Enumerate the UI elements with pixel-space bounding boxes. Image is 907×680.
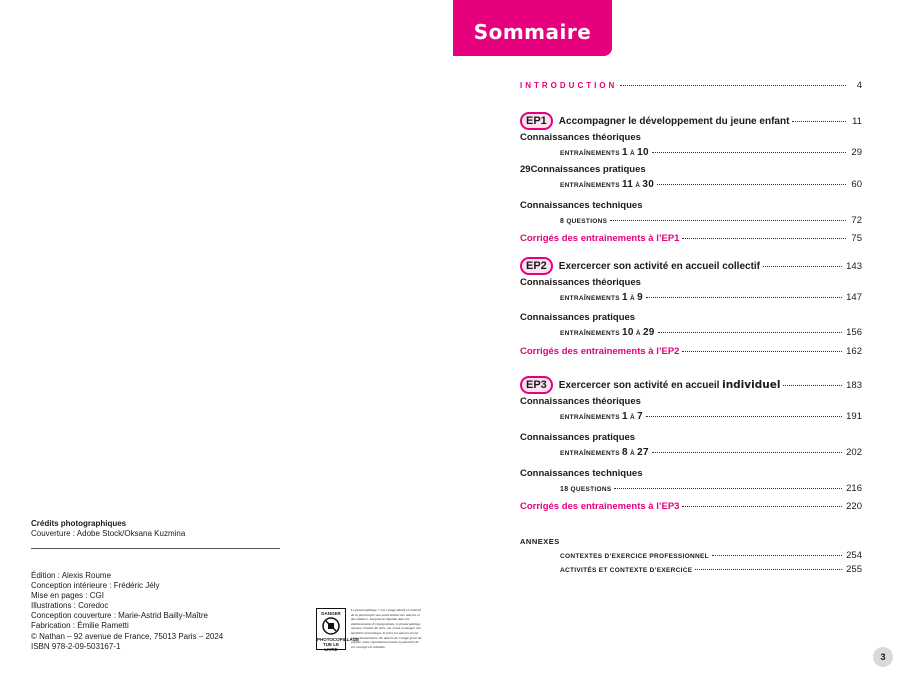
sommaire-tab bbox=[453, 0, 612, 56]
toc-ep1-corriges[interactable]: Corrigés des entraînements à l’EP1 75 bbox=[520, 233, 862, 244]
photocopy-warning-icon bbox=[320, 616, 342, 636]
toc-intro[interactable]: INTRODUCTION 4 bbox=[520, 80, 862, 91]
toc-ep1-tech-q[interactable]: 8 QUESTIONS 72 bbox=[560, 215, 862, 226]
ep1-badge: EP1 bbox=[520, 112, 553, 130]
toc-annexe-1[interactable]: CONTEXTES D’EXERCICE PROFESSIONNEL 254 bbox=[560, 550, 862, 561]
credits-block: Crédits photographiques Couverture : Adobe Stock/Oksana Kuzmina bbox=[31, 519, 186, 538]
toc-ep2-prat-ent[interactable]: ENTRAÎNEMENTS 10 À 29 156 bbox=[560, 327, 862, 338]
toc-ep2-corriges[interactable]: Corrigés des entraînements à l’EP2 162 bbox=[520, 346, 862, 357]
toc-ep1-prat: 29Connaissances pratiques bbox=[520, 164, 646, 175]
toc-ep2-theo-ent[interactable]: ENTRAÎNEMENTS 1 À 9 147 bbox=[560, 292, 862, 303]
toc-ep1-prat-ent[interactable]: ENTRAÎNEMENTS 11 À 30 60 bbox=[560, 179, 862, 190]
page-number: 3 bbox=[873, 647, 893, 667]
toc-ep3-tech: Connaissances techniques bbox=[520, 468, 643, 479]
toc-ep2-theo: Connaissances théoriques bbox=[520, 277, 641, 288]
photocopillage-logo: DANGER PHOTOCOPILLAGE TUE LE LIVRE bbox=[316, 608, 346, 650]
toc-ep1[interactable]: EP1 Accompagner le développement du jeune enfant 11 bbox=[520, 112, 862, 130]
ep2-badge: EP2 bbox=[520, 257, 553, 275]
toc-ep3-prat: Connaissances pratiques bbox=[520, 432, 636, 443]
toc-annexes: ANNEXES bbox=[520, 537, 560, 546]
toc-ep3-corriges[interactable]: Corrigés des entraînements à l’EP3 220 bbox=[520, 501, 862, 512]
toc-ep3-tech-q[interactable]: 18 QUESTIONS 216 bbox=[560, 483, 862, 494]
page-title: Sommaire bbox=[473, 20, 592, 44]
credits-list: Édition : Alexis Roume Conception intérieure : Frédéric Jély Mise en pages : CGI Illustrations : Coredoc Conception couverture : Marie-Astrid Bailly-Maître Fabrication : Émilie Rametti © Nathan – 92 avenue de France, 75013 Paris – 2024 ISBN 978-2-09-503167-1 bbox=[31, 571, 224, 651]
ep3-badge: EP3 bbox=[520, 376, 553, 394]
toc-ep1-theo-ent[interactable]: ENTRAÎNEMENTS 1 À 10 29 bbox=[560, 147, 862, 158]
toc-ep1-tech: Connaissances techniques bbox=[520, 200, 643, 211]
toc-ep2[interactable]: EP2 Exercercer son activité en accueil collectif 143 bbox=[520, 257, 862, 275]
toc-ep2-prat: Connaissances pratiques bbox=[520, 312, 636, 323]
photocopillage-note: Le photocopillage, c’est l’usage abusif et collectif de la photocopie sans autorisation des auteurs et des éditeurs. Largement répandu dans les établissements d’enseignement, le photocopillage menace l’avenir du livre, car il met en danger son équilibre économique. Il prive les auteurs d’une juste rémunération. En dehors de l’usage privé du copiste, toute reproduction totale ou partielle de cet ouvrage est interdite. bbox=[351, 608, 422, 649]
toc-ep3[interactable]: EP3 Exercercer son activité en accueil individuel 183 bbox=[520, 376, 862, 394]
toc-ep3-theo-ent[interactable]: ENTRAÎNEMENTS 1 À 7 191 bbox=[560, 411, 862, 422]
toc-annexe-2[interactable]: ACTIVITÉS ET CONTEXTE D’EXERCICE 255 bbox=[560, 564, 862, 575]
credits-divider bbox=[31, 548, 280, 549]
toc-ep3-theo: Connaissances théoriques bbox=[520, 396, 641, 407]
toc-ep3-prat-ent[interactable]: ENTRAÎNEMENTS 8 À 27 202 bbox=[560, 447, 862, 458]
toc-ep1-theo: Connaissances théoriques bbox=[520, 132, 641, 143]
